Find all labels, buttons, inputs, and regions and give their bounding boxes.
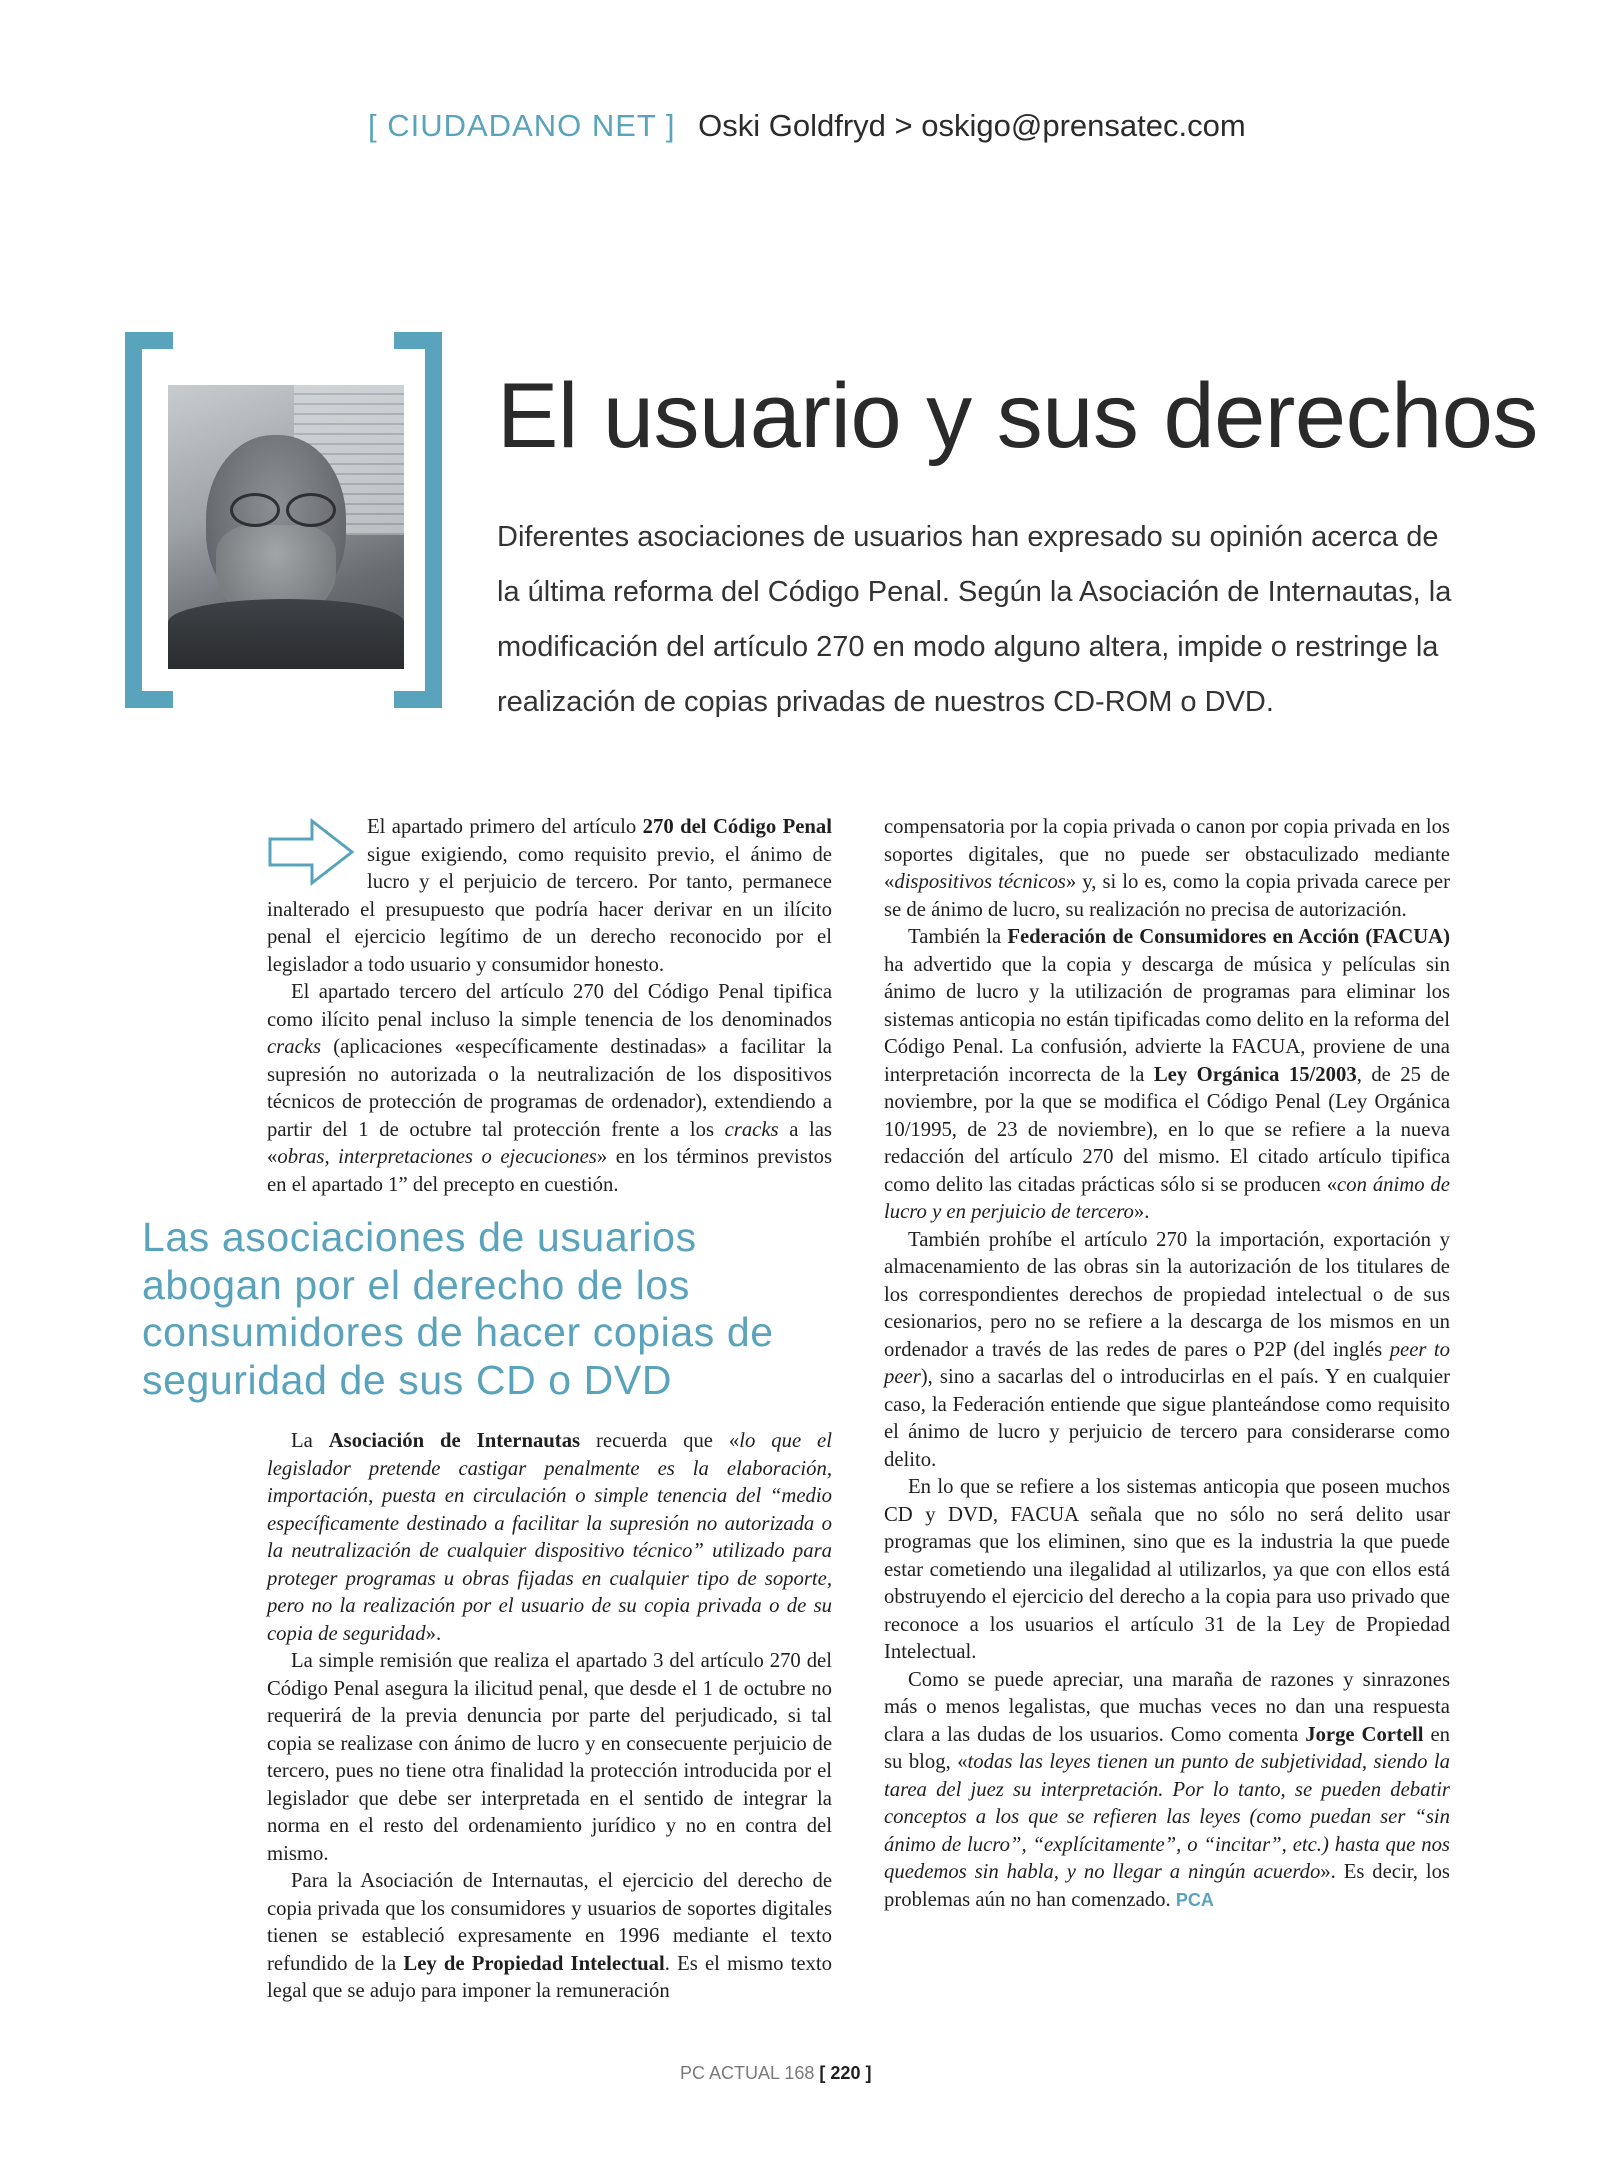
article-header (368, 108, 1368, 144)
page-footer (680, 2063, 980, 2084)
left-bracket-decoration (125, 332, 173, 708)
left-column-top (267, 814, 832, 1199)
magazine-name: PC ACTUAL 168 (680, 2063, 815, 2083)
paragraph: También la Federación de Consumidores en Acción (FACUA) ha advertido que la copia y descarga de música y películas sin ánimo de lucro y la utilización de programas para eliminar los sistemas anticopia no están tipificadas como delito en la reforma del Código Penal. La confusión, advierte la FACUA, proviene de una interpretación incorrecta de la Ley Orgánica 15/2003, de 25 de noviembre, por la que se modifica el Código Penal (Ley Orgánica 10/1995, de 23 de noviembre), en lo que se refiere a la nueva redacción del artículo 270 del mismo. El citado artículo tipifica como delito las citadas prácticas sólo si se producen «con ánimo de lucro y en perjuicio de tercero». (884, 926, 1450, 1223)
pull-quote: Las asociaciones de usuarios abogan por el derecho de los consumidores de hacer copias de seguridad de sus CD o DVD (142, 1214, 774, 1403)
paragraph: compensatoria por la copia privada o canon por copia privada en los soportes digitales, que no puede ser obstaculizado mediante «dispositivos técnicos» y, si lo es, como la copia privada carece per se de ánimo de lucro, su realización no precisa de autorización. (884, 816, 1451, 921)
article-deck: Diferentes asociaciones de usuarios han expresado su opinión acerca de la última reforma del Código Penal. Según la Asociación de Internautas, la modificación del artículo 270 en modo alguno altera, impide o restringe la realización de copias privadas de nuestros CD-ROM o DVD. (497, 521, 1452, 718)
right-column (884, 814, 1450, 1914)
paragraph: El apartado primero del artículo 270 del Código Penal sigue exigiendo, como requisito previo, el ánimo de lucro y el perjuicio de tercero. Por tanto, permanece inalterado el presupuesto que podría hacer derivar en un ilícito penal el ejercicio legítimo de un derecho reconocido por el legislador a todo usuario y consumidor honesto. (267, 816, 833, 976)
paragraph: La simple remisión que realiza el apartado 3 del artículo 270 del Código Penal asegura la ilicitud penal, que desde el 1 de octubre no requerirá de la previa denuncia por parte del perjudicado, si tal copia se realizase con ánimo de lucro y en consecuente perjuicio de tercero, pues no tiene otra finalidad la protección introducida por el legislador que debe ser interpretada en el sentido de integrar la norma en el resto del ordenamiento jurídico y no en contra del mismo. (267, 1650, 832, 1865)
section-label: [ CIUDADANO NET ] (368, 108, 676, 143)
left-column-bottom (267, 1428, 832, 2006)
signature-mark: PCA (1175, 1889, 1214, 1910)
paragraph: La Asociación de Internautas recuerda que «lo que el legislador pretende castigar penalmente es la elaboración, importación, puesta en circulación o simple tenencia del “medio específicamente destinado a facilitar la supresión no autorizada o la neutralización de cualquier dispositivo técnico” utilizado para proteger programas u obras fijadas en cualquier tipo de soporte, pero no la realización por el usuario de su copia privada o de su copia de seguridad». (267, 1430, 832, 1645)
page-number: [ 220 ] (819, 2063, 872, 2083)
author-byline: Oski Goldfryd > oskigo@prensatec.com (698, 108, 1246, 143)
paragraph: También prohíbe el artículo 270 la importación, exportación y almacenamiento de las obras sin la autorización de los titulares de los correspondientes derechos de propiedad intelectual o de sus cesionarios, pero no se refiere a la descarga de los mismos en un ordenador a través de las redes de pares o P2P (del inglés peer to peer), sino a sacarlas del o introducirlas en el país. Y en cualquier caso, la Federación entiende que sigue planteándose como requisito el ánimo de lucro y perjuicio de tercero para considerarse como delito. (884, 1228, 1450, 1471)
paragraph: Como se puede apreciar, una maraña de razones y sinrazones más o menos legalistas, que muchas veces no dan una respuesta clara a las dudas de los usuarios. Como comenta Jorge Cortell en su blog, «todas las leyes tienen un punto de subjetividad, siendo la tarea del juez su interpretación. Por lo tanto, se pueden debatir conceptos a los que se refieren las leyes (como puedan ser “sin ánimo de lucro”, “explícitamente”, o “incitar”, etc.) hasta que nos quedemos sin habla, y no llegar a ningún acuerdo». Es decir, los problemas aún no han comenzado. PCA (884, 1668, 1450, 1911)
article-title: El usuario y sus derechos (497, 365, 1538, 467)
paragraph: En lo que se refiere a los sistemas anticopia que poseen muchos CD y DVD, FACUA señala que no sólo no será delito usar programas que los eliminen, sino que es la industria la que puede estar cometiendo una ilegalidad al utilizarlos, ya que con ellos está obstruyendo el ejercicio del derecho a la copia para uso privado que reconoce a los usuarios el artículo 31 de la Ley de Propiedad Intelectual. (884, 1476, 1450, 1663)
author-portrait (168, 385, 404, 669)
paragraph: El apartado tercero del artículo 270 del Código Penal tipifica como ilícito penal incluso la simple tenencia de los denominados cracks (aplicaciones «específicamente destinadas» a facilitar la supresión no autorizada o la neutralización de los dispositivos técnicos de protección de programas de ordenador), extendiendo a partir del 1 de octubre tal protección frente a los cracks a las «obras, interpretaciones o ejecuciones» en los términos previstos en el apartado 1” del precepto en cuestión. (267, 981, 832, 1196)
paragraph: Para la Asociación de Internautas, el ejercicio del derecho de copia privada que los consumidores y usuarios de soportes digitales tienen se estableció expresamente en 1996 mediante el texto refundido de la Ley de Propiedad Intelectual. Es el mismo texto legal que se adujo para imponer la remuneración (267, 1870, 832, 2002)
